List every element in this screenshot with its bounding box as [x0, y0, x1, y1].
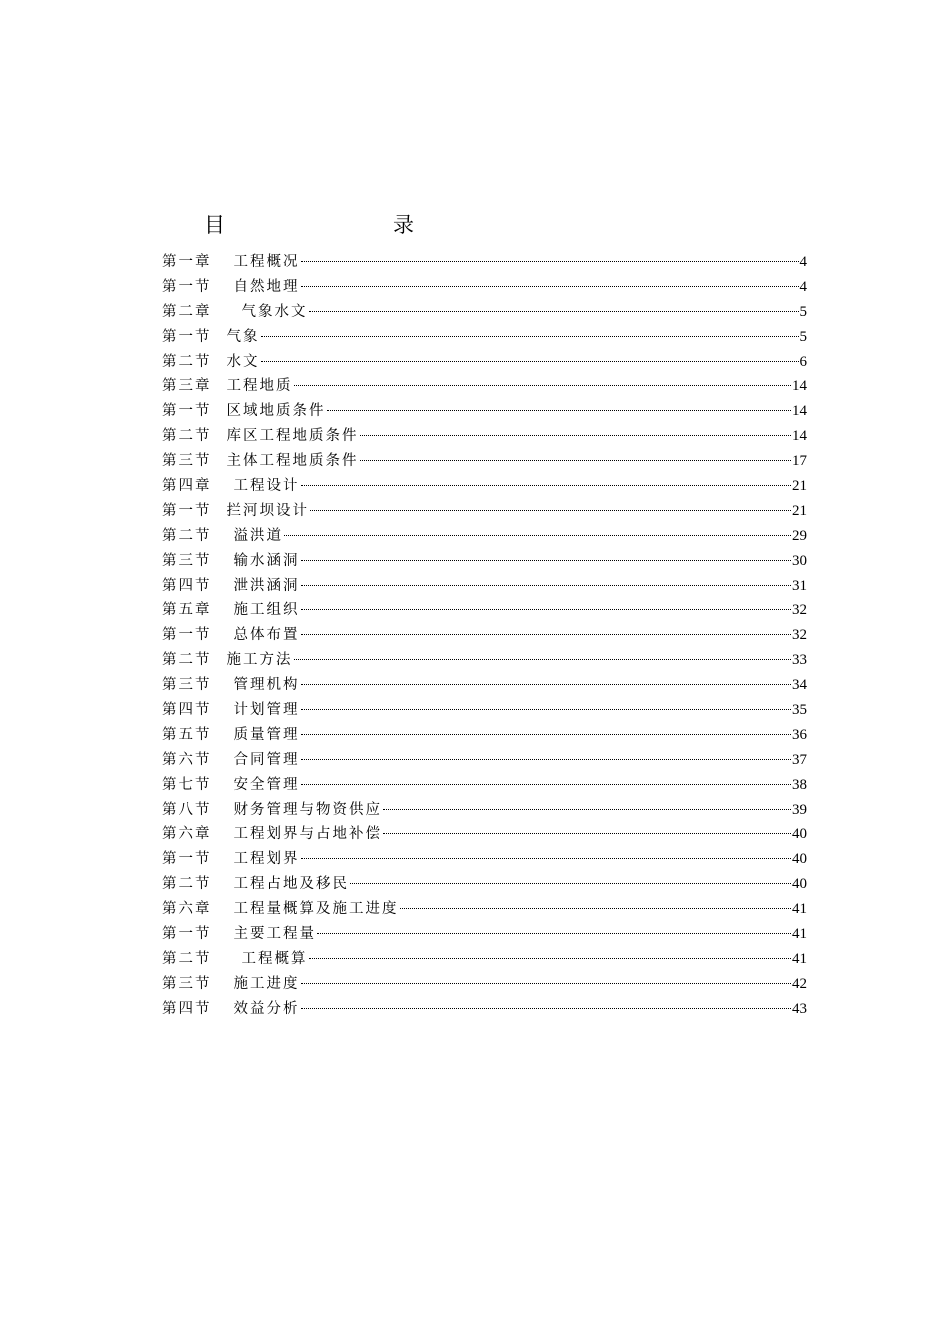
toc-entry[interactable] — [162, 250, 807, 275]
toc-entry-number: 第三节 — [162, 677, 212, 694]
toc-dot-leader — [301, 585, 792, 586]
toc-entry-title: 工程划界与占地补偿 — [233, 826, 382, 843]
toc-dot-leader — [360, 435, 792, 436]
toc-entry-page: 21 — [792, 502, 807, 519]
toc-dot-leader — [309, 958, 792, 959]
toc-heading-right: 录 — [393, 213, 414, 237]
toc-entry-page: 34 — [792, 677, 807, 694]
toc-entry[interactable] — [162, 623, 807, 648]
toc-entry[interactable] — [162, 872, 807, 897]
toc-entry-title: 输水涵洞 — [233, 552, 300, 569]
toc-dot-leader — [310, 510, 791, 511]
toc-entry[interactable] — [162, 673, 807, 698]
toc-entry[interactable] — [162, 300, 807, 325]
toc-entry-title: 气象水文 — [241, 303, 308, 320]
toc-entry-page: 30 — [792, 552, 807, 569]
toc-entry-page: 31 — [792, 577, 807, 594]
toc-entry-number: 第一节 — [162, 851, 212, 868]
toc-entry[interactable] — [162, 972, 807, 997]
toc-entry[interactable] — [162, 424, 807, 449]
toc-heading — [0, 212, 950, 240]
toc-entry[interactable] — [162, 449, 807, 474]
toc-entry-title: 工程地质 — [226, 378, 293, 395]
toc-entry-number: 第一节 — [162, 627, 212, 644]
toc-dot-leader — [301, 1008, 792, 1009]
toc-entry-title: 施工进度 — [233, 975, 300, 992]
toc-entry-page: 29 — [792, 527, 807, 544]
toc-dot-leader — [383, 809, 791, 810]
toc-entry-page: 35 — [792, 702, 807, 719]
toc-entry[interactable] — [162, 474, 807, 499]
toc-entry-page: 4 — [799, 278, 807, 295]
toc-entry-page: 17 — [792, 453, 807, 470]
toc-entry-page: 40 — [792, 851, 807, 868]
toc-entry-number: 第二节 — [162, 428, 212, 445]
toc-dot-leader — [301, 261, 799, 262]
toc-dot-leader — [360, 460, 792, 461]
toc-entry-number: 第二节 — [162, 527, 212, 544]
toc-dot-leader — [383, 833, 791, 834]
toc-entry[interactable] — [162, 499, 807, 524]
toc-entry-title: 工程概算 — [241, 950, 308, 967]
toc-list — [162, 250, 807, 1022]
toc-entry-page: 42 — [792, 975, 807, 992]
toc-entry-number: 第六章 — [162, 826, 212, 843]
toc-entry-page: 5 — [799, 328, 807, 345]
toc-entry[interactable] — [162, 947, 807, 972]
toc-entry-title: 合同管理 — [233, 751, 300, 768]
toc-entry-page: 41 — [792, 901, 807, 918]
toc-entry-number: 第一节 — [162, 328, 212, 345]
toc-entry[interactable] — [162, 847, 807, 872]
toc-entry[interactable] — [162, 374, 807, 399]
toc-entry-title: 拦河坝设计 — [226, 502, 309, 519]
toc-entry-title: 管理机构 — [233, 677, 300, 694]
toc-dot-leader — [301, 858, 792, 859]
toc-entry-title: 主体工程地质条件 — [226, 453, 359, 470]
toc-dot-leader — [301, 286, 799, 287]
toc-entry-number: 第一节 — [162, 926, 212, 943]
toc-entry[interactable] — [162, 698, 807, 723]
toc-entry-number: 第八节 — [162, 801, 212, 818]
toc-entry-number: 第六节 — [162, 751, 212, 768]
toc-entry-number: 第四节 — [162, 702, 212, 719]
toc-entry[interactable] — [162, 598, 807, 623]
toc-dot-leader — [301, 983, 792, 984]
toc-dot-leader — [400, 908, 792, 909]
toc-dot-leader — [327, 410, 792, 411]
toc-entry[interactable] — [162, 822, 807, 847]
toc-entry-page: 14 — [792, 378, 807, 395]
toc-dot-leader — [301, 609, 792, 610]
toc-entry[interactable] — [162, 773, 807, 798]
toc-entry[interactable] — [162, 350, 807, 375]
toc-entry-number: 第二节 — [162, 950, 212, 967]
toc-entry-page: 40 — [792, 826, 807, 843]
toc-entry-page: 5 — [799, 303, 807, 320]
toc-entry[interactable] — [162, 922, 807, 947]
toc-entry-title: 安全管理 — [233, 776, 300, 793]
toc-entry-page: 39 — [792, 801, 807, 818]
toc-entry-page: 37 — [792, 751, 807, 768]
toc-entry-page: 36 — [792, 726, 807, 743]
toc-entry[interactable] — [162, 399, 807, 424]
toc-entry[interactable] — [162, 549, 807, 574]
toc-entry-title: 工程量概算及施工进度 — [233, 901, 399, 918]
toc-dot-leader — [301, 734, 792, 735]
toc-entry[interactable] — [162, 723, 807, 748]
toc-entry-title: 计划管理 — [233, 702, 300, 719]
toc-entry-title: 工程设计 — [233, 478, 300, 495]
toc-entry-title: 财务管理与物资供应 — [233, 801, 382, 818]
toc-heading-left: 目 — [204, 213, 225, 237]
toc-entry-number: 第六章 — [162, 901, 212, 918]
toc-entry-title: 工程占地及移民 — [233, 876, 349, 893]
toc-entry-page: 21 — [792, 478, 807, 495]
toc-entry-number: 第三节 — [162, 453, 212, 470]
toc-entry-number: 第三节 — [162, 552, 212, 569]
toc-entry-page: 4 — [799, 254, 807, 270]
toc-entry-number: 第四节 — [162, 1000, 212, 1017]
toc-entry-number: 第二节 — [162, 652, 212, 669]
toc-entry-title: 水文 — [226, 353, 260, 370]
toc-entry-page: 41 — [792, 926, 807, 943]
toc-entry-page: 32 — [792, 602, 807, 619]
toc-entry-title: 库区工程地质条件 — [226, 428, 359, 445]
toc-dot-leader — [301, 759, 792, 760]
toc-entry-page: 41 — [792, 950, 807, 967]
toc-entry-title: 溢洪道 — [233, 527, 283, 544]
toc-entry-title: 泄洪涵洞 — [233, 577, 300, 594]
toc-dot-leader — [301, 485, 792, 486]
toc-dot-leader — [301, 709, 792, 710]
toc-entry-number: 第二节 — [162, 353, 212, 370]
toc-entry-page: 6 — [799, 353, 807, 370]
toc-entry-number: 第一节 — [162, 403, 212, 420]
toc-entry[interactable] — [162, 648, 807, 673]
toc-entry-number: 第二章 — [162, 303, 212, 320]
toc-dot-leader — [301, 560, 792, 561]
toc-entry-title: 区域地质条件 — [226, 403, 326, 420]
toc-dot-leader — [284, 535, 791, 536]
toc-entry-number: 第七节 — [162, 776, 212, 793]
toc-entry-page: 38 — [792, 776, 807, 793]
toc-entry[interactable] — [162, 524, 807, 549]
toc-entry-page: 14 — [792, 403, 807, 420]
toc-entry-number: 第四节 — [162, 577, 212, 594]
toc-entry-page: 32 — [792, 627, 807, 644]
toc-entry-title: 施工方法 — [226, 652, 293, 669]
toc-entry[interactable] — [162, 897, 807, 922]
toc-dot-leader — [294, 385, 792, 386]
toc-entry-page: 14 — [792, 428, 807, 445]
toc-dot-leader — [261, 336, 799, 337]
toc-entry-number: 第一节 — [162, 278, 212, 295]
toc-entry[interactable] — [162, 325, 807, 350]
toc-dot-leader — [309, 311, 799, 312]
toc-entry-number: 第五节 — [162, 726, 212, 743]
toc-dot-leader — [350, 883, 791, 884]
toc-dot-leader — [261, 361, 799, 362]
toc-entry-page: 43 — [792, 1000, 807, 1017]
toc-entry-title: 工程概况 — [233, 254, 300, 270]
toc-entry-number: 第三章 — [162, 378, 212, 395]
toc-dot-leader — [317, 933, 791, 934]
toc-entry-title: 工程划界 — [233, 851, 300, 868]
toc-dot-leader — [301, 634, 792, 635]
toc-entry-number: 第四章 — [162, 478, 212, 495]
toc-dot-leader — [301, 784, 792, 785]
toc-dot-leader — [301, 684, 792, 685]
toc-entry-title: 总体布置 — [233, 627, 300, 644]
toc-entry-number: 第二节 — [162, 876, 212, 893]
toc-entry-number: 第五章 — [162, 602, 212, 619]
toc-entry-title: 效益分析 — [233, 1000, 300, 1017]
toc-entry-title: 施工组织 — [233, 602, 300, 619]
toc-entry-page: 40 — [792, 876, 807, 893]
toc-entry-title: 气象 — [226, 328, 260, 345]
toc-entry-title: 主要工程量 — [233, 926, 316, 943]
toc-entry-page: 33 — [792, 652, 807, 669]
toc-entry[interactable] — [162, 574, 807, 599]
toc-entry-number: 第一章 — [162, 254, 212, 270]
toc-entry[interactable] — [162, 748, 807, 773]
toc-entry-number: 第一节 — [162, 502, 212, 519]
toc-dot-leader — [294, 659, 792, 660]
toc-entry-number: 第三节 — [162, 975, 212, 992]
toc-entry[interactable] — [162, 275, 807, 300]
toc-entry[interactable] — [162, 798, 807, 823]
toc-entry-title: 质量管理 — [233, 726, 300, 743]
toc-entry-title: 自然地理 — [233, 278, 300, 295]
toc-entry[interactable] — [162, 997, 807, 1022]
